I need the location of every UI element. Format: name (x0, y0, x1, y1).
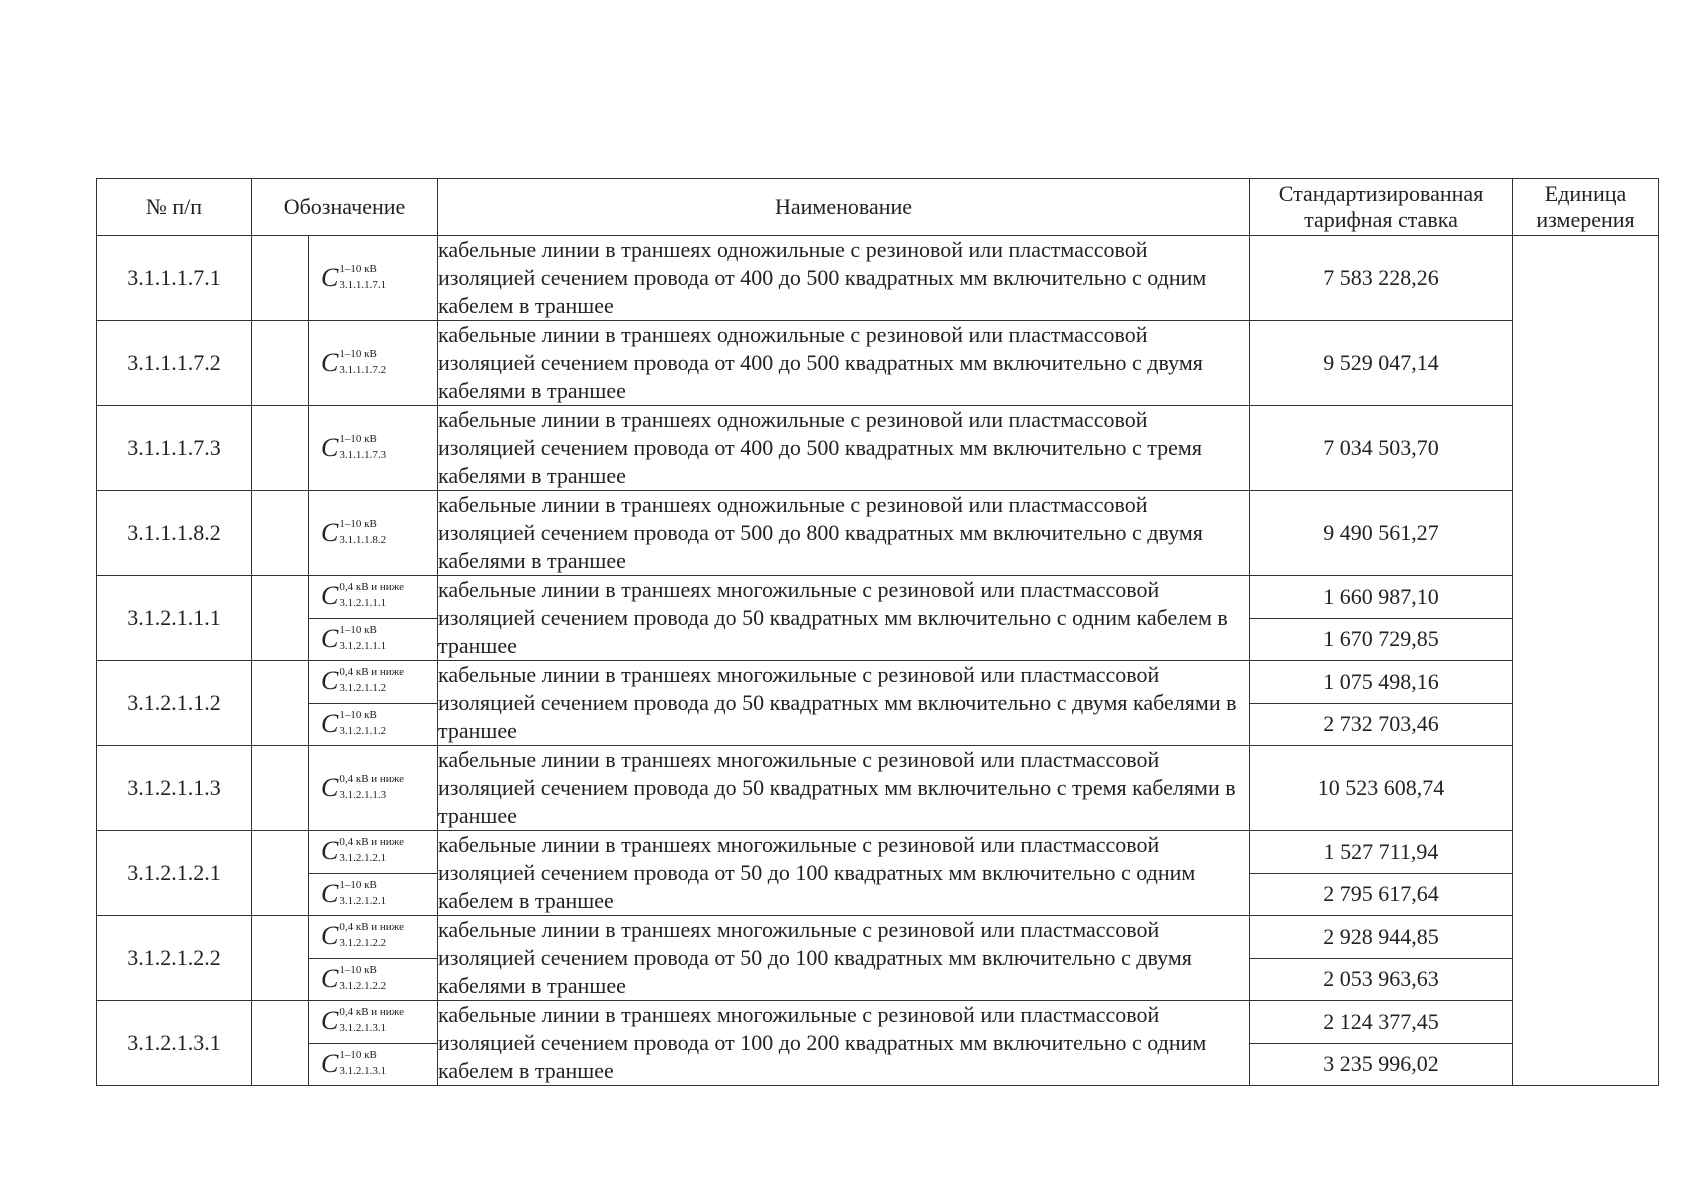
table-row (97, 831, 1659, 874)
symbol-index: 3.1.1.1.7.1 (339, 278, 387, 291)
designation-cell (309, 746, 438, 831)
tariff-symbol (321, 837, 404, 865)
symbol-voltage: 0,4 кВ и ниже (339, 1006, 405, 1019)
symbol-letter: C (321, 963, 339, 993)
tariff-symbol (321, 1007, 404, 1035)
row-name: кабельные линии в траншеях одножильные с резиновой или пластмассовой изоляцией сечением провода от 400 до 500 квадратных мм включительно с одним кабелем в траншее (438, 236, 1250, 321)
header-name: Наименование (438, 179, 1250, 236)
designation-cell (309, 873, 438, 916)
tariff-symbol (321, 349, 386, 377)
table-row (97, 746, 1659, 831)
symbol-voltage: 1–10 кВ (339, 1048, 377, 1061)
header-designation: Обозначение (252, 179, 438, 236)
tariff-symbol (321, 710, 386, 738)
tariff-symbol (321, 922, 404, 950)
symbol-index: 3.1.2.1.1.2 (339, 682, 387, 695)
row-rate: 7 583 228,26 (1250, 236, 1513, 321)
symbol-letter: C (321, 1048, 339, 1078)
symbol-letter: C (321, 878, 339, 908)
row-rate: 1 660 987,10 (1250, 576, 1513, 619)
table-header-row (97, 179, 1659, 236)
symbol-voltage: 1–10 кВ (339, 432, 377, 445)
row-number: 3.1.2.1.3.1 (97, 1001, 252, 1086)
row-number: 3.1.2.1.1.1 (97, 576, 252, 661)
table-row (97, 661, 1659, 704)
table-body (97, 236, 1659, 1086)
table-row (97, 321, 1659, 406)
row-number: 3.1.2.1.1.3 (97, 746, 252, 831)
tariff-table (96, 178, 1659, 1086)
row-number: 3.1.2.1.2.2 (97, 916, 252, 1001)
tariff-symbol (321, 1050, 386, 1078)
symbol-voltage: 1–10 кВ (339, 708, 377, 721)
symbol-index: 3.1.2.1.2.2 (339, 979, 387, 992)
row-number: 3.1.1.1.7.1 (97, 236, 252, 321)
symbol-voltage: 1–10 кВ (339, 963, 377, 976)
table-row (97, 916, 1659, 959)
tariff-symbol (321, 264, 386, 292)
symbol-voltage: 0,4 кВ и ниже (339, 836, 405, 849)
table-row (97, 491, 1659, 576)
row-number: 3.1.1.1.7.3 (97, 406, 252, 491)
symbol-letter: C (321, 262, 339, 292)
designation-cell (309, 703, 438, 746)
symbol-letter: C (321, 432, 339, 462)
row-name: кабельные линии в траншеях многожильные с резиновой или пластмассовой изоляцией сечением провода до 50 квадратных мм включительно с двумя кабелями в траншее (438, 661, 1250, 746)
symbol-index: 3.1.1.1.8.2 (339, 533, 387, 546)
row-number: 3.1.1.1.7.2 (97, 321, 252, 406)
tariff-symbol (321, 625, 386, 653)
row-rate: 2 053 963,63 (1250, 958, 1513, 1001)
designation-cell (309, 1001, 438, 1044)
tariff-symbol (321, 880, 386, 908)
symbol-index: 3.1.2.1.3.1 (339, 1022, 387, 1035)
table-row (97, 406, 1659, 491)
tariff-symbol (321, 965, 386, 993)
symbol-voltage: 1–10 кВ (339, 262, 377, 275)
symbol-voltage: 0,4 кВ и ниже (339, 921, 405, 934)
designation-cell (309, 831, 438, 874)
symbol-letter: C (321, 623, 339, 653)
symbol-index: 3.1.1.1.7.2 (339, 363, 387, 376)
symbol-voltage: 0,4 кВ и ниже (339, 581, 405, 594)
symbol-letter: C (321, 772, 339, 802)
row-rate: 9 490 561,27 (1250, 491, 1513, 576)
row-number: 3.1.2.1.2.1 (97, 831, 252, 916)
symbol-letter: C (321, 517, 339, 547)
symbol-letter: C (321, 666, 339, 696)
symbol-letter: C (321, 347, 339, 377)
row-rate: 3 235 996,02 (1250, 1043, 1513, 1086)
symbol-letter: C (321, 921, 339, 951)
designation-cell (309, 1043, 438, 1086)
symbol-voltage: 1–10 кВ (339, 347, 377, 360)
designation-cell (309, 236, 438, 321)
row-rate: 2 795 617,64 (1250, 873, 1513, 916)
designation-cell (309, 618, 438, 661)
row-name: кабельные линии в траншеях одножильные с резиновой или пластмассовой изоляцией сечением провода от 400 до 500 квадратных мм включительно с двумя кабелями в траншее (438, 321, 1250, 406)
tariff-symbol (321, 582, 404, 610)
row-number: 3.1.2.1.1.2 (97, 661, 252, 746)
table-row (97, 576, 1659, 619)
row-rate: 1 670 729,85 (1250, 618, 1513, 661)
symbol-letter: C (321, 836, 339, 866)
symbol-letter: C (321, 581, 339, 611)
designation-cell (309, 491, 438, 576)
symbol-letter: C (321, 708, 339, 738)
row-rate: 2 732 703,46 (1250, 703, 1513, 746)
designation-cell (309, 576, 438, 619)
tariff-symbol (321, 434, 386, 462)
designation-cell (309, 321, 438, 406)
row-name: кабельные линии в траншеях многожильные с резиновой или пластмассовой изоляцией сечением провода до 50 квадратных мм включительно с тремя кабелями в траншее (438, 746, 1250, 831)
symbol-index: 3.1.2.1.1.2 (339, 724, 387, 737)
symbol-index: 3.1.2.1.2.1 (339, 894, 387, 907)
symbol-voltage: 1–10 кВ (339, 623, 377, 636)
table-row (97, 236, 1659, 321)
table-row (97, 1001, 1659, 1044)
symbol-letter: C (321, 1006, 339, 1036)
designation-cell (309, 958, 438, 1001)
unit-cell (1513, 236, 1659, 1086)
tariff-symbol (321, 667, 404, 695)
symbol-voltage: 0,4 кВ и ниже (339, 772, 405, 785)
row-name: кабельные линии в траншеях одножильные с резиновой или пластмассовой изоляцией сечением провода от 500 до 800 квадратных мм включительно с двумя кабелями в траншее (438, 491, 1250, 576)
row-name: кабельные линии в траншеях многожильные с резиновой или пластмассовой изоляцией сечением провода от 50 до 100 квадратных мм включительно с двумя кабелями в траншее (438, 916, 1250, 1001)
symbol-index: 3.1.2.1.1.1 (339, 597, 387, 610)
row-name: кабельные линии в траншеях многожильные с резиновой или пластмассовой изоляцией сечением провода от 50 до 100 квадратных мм включительно с одним кабелем в траншее (438, 831, 1250, 916)
header-num: № п/п (97, 179, 252, 236)
symbol-index: 3.1.2.1.2.2 (339, 937, 387, 950)
symbol-voltage: 1–10 кВ (339, 517, 377, 530)
row-name: кабельные линии в траншеях многожильные с резиновой или пластмассовой изоляцией сечением провода от 100 до 200 квадратных мм включительно с одним кабелем в траншее (438, 1001, 1250, 1086)
row-rate: 1 527 711,94 (1250, 831, 1513, 874)
row-rate: 10 523 608,74 (1250, 746, 1513, 831)
designation-cell (309, 916, 438, 959)
row-number: 3.1.1.1.8.2 (97, 491, 252, 576)
row-rate: 7 034 503,70 (1250, 406, 1513, 491)
symbol-voltage: 0,4 кВ и ниже (339, 666, 405, 679)
row-name: кабельные линии в траншеях одножильные с резиновой или пластмассовой изоляцией сечением провода от 400 до 500 квадратных мм включительно с тремя кабелями в траншее (438, 406, 1250, 491)
tariff-symbol (321, 774, 404, 802)
symbol-index: 3.1.2.1.1.3 (339, 788, 387, 801)
symbol-index: 3.1.2.1.2.1 (339, 852, 387, 865)
header-rate: Стандартизированная тарифная ставка (1250, 179, 1513, 236)
row-rate: 9 529 047,14 (1250, 321, 1513, 406)
row-name: кабельные линии в траншеях многожильные с резиновой или пластмассовой изоляцией сечением провода до 50 квадратных мм включительно с одним кабелем в траншее (438, 576, 1250, 661)
row-rate: 1 075 498,16 (1250, 661, 1513, 704)
designation-cell (309, 661, 438, 704)
symbol-index: 3.1.2.1.1.1 (339, 639, 387, 652)
row-rate: 2 124 377,45 (1250, 1001, 1513, 1044)
symbol-index: 3.1.1.1.7.3 (339, 448, 387, 461)
symbol-voltage: 1–10 кВ (339, 878, 377, 891)
tariff-symbol (321, 519, 386, 547)
symbol-index: 3.1.2.1.3.1 (339, 1064, 387, 1077)
row-rate: 2 928 944,85 (1250, 916, 1513, 959)
header-unit: Единица измерения (1513, 179, 1659, 236)
designation-cell (309, 406, 438, 491)
